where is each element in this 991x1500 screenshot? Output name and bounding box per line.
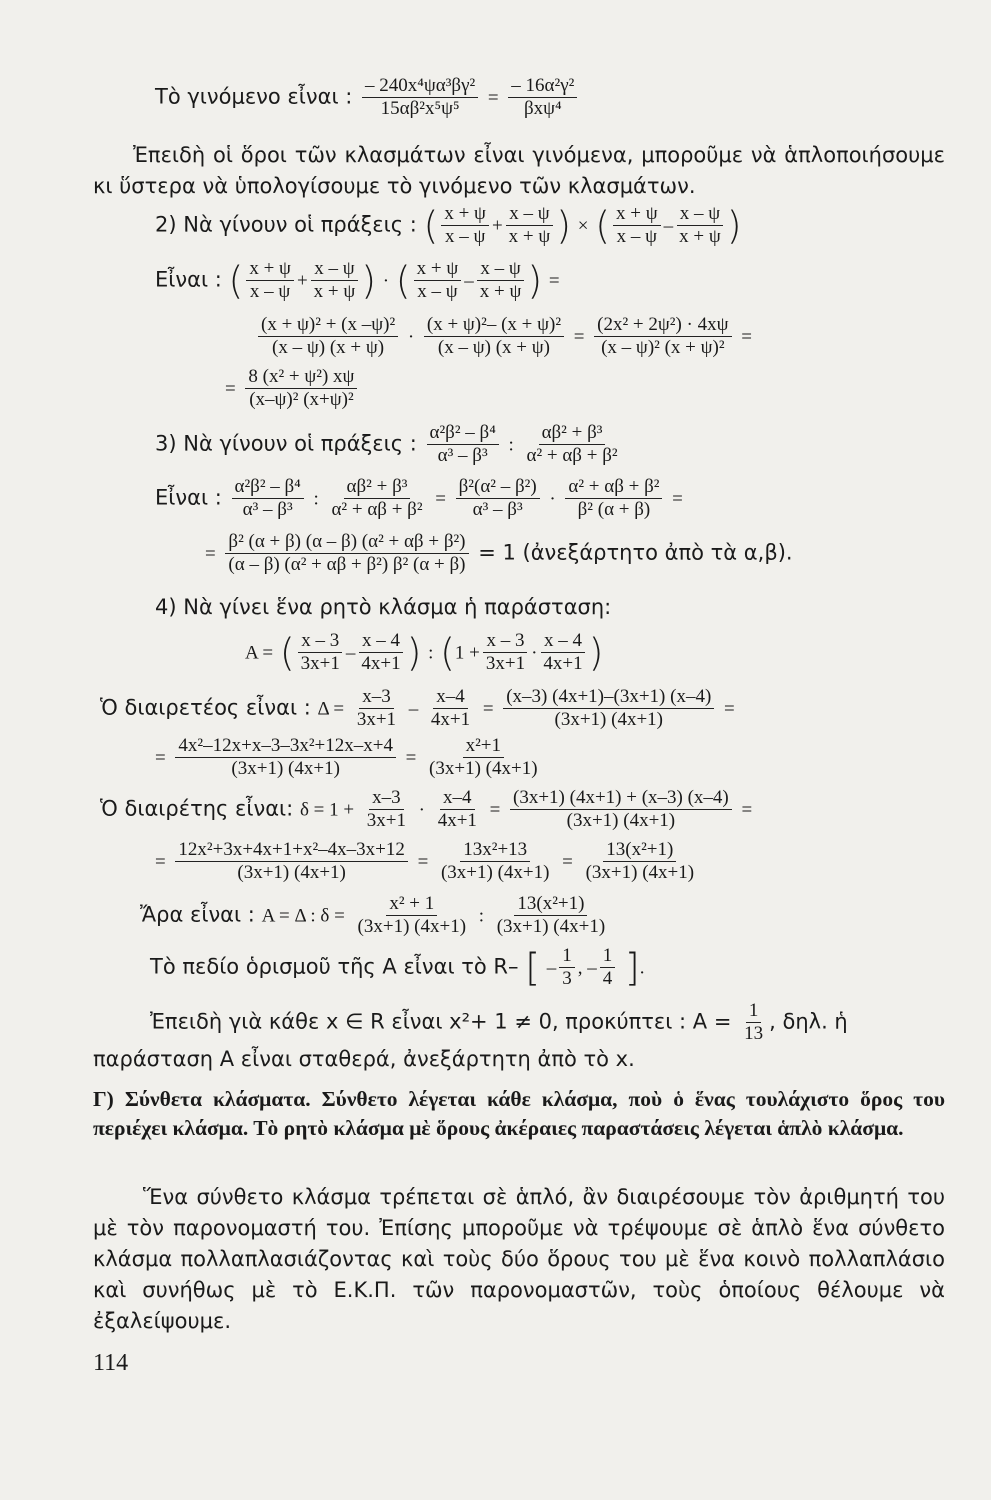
- dividend-line: Ὁ διαιρετέος εἶναι : Δ = $\frac{x-3}{3x+1}$ – $\frac{x-4}{4x+1}$ = $\frac{(x-3) (4x+1)-(3x+1) (x-4)}{(3x+1) (4x+1)}$ =: [100, 686, 735, 730]
- conclusion-line-2: παράσταση A εἶναι σταθερά, ἀνεξάρτητη ἀπὸ τὸ x.: [93, 1047, 635, 1071]
- q2-result: = $\frac{\text{8 (x² + ψ²) xψ}}{\text{(x–ψ)² (x+ψ)²}}$: [225, 366, 360, 411]
- question-2: 2) Νὰ γίνουν οἱ πράξεις : ( $\frac{x + \psi}{x - \psi}$ + $\frac{x - \psi}{x + \psi}$ ) × ( $\frac{x + \psi}{x - \psi}$ – $\frac{x - \psi}{x + \psi}$ ): [155, 203, 742, 248]
- question-4: 4) Νὰ γίνει ἕνα ρητὸ κλάσμα ἡ παράσταση:: [155, 595, 612, 619]
- conclusion-line: Ἐπειδὴ γιὰ κάθε x ∈ R εἶναι x²+ 1 ≠ 0, προκύπτει : A = $\frac{1}{13}$ , δηλ. ἡ: [150, 1000, 848, 1044]
- therefore-line: Ἄρα εἶναι : A = Δ : δ = $\frac{\text{x² + 1}}{(3x+1) (4x+1)}$ : $\frac{\text{13(x²+1)}}{(3x+1) (4x+1)}$: [140, 893, 606, 937]
- q2-step-1: Εἶναι : ( $\frac{x + \psi}{x - \psi}$ + $\frac{x - \psi}{x + \psi}$ ) · ( $\frac{x + \psi}{x - \psi}$ – $\frac{x - \psi}{x + \psi}$ ) =: [155, 258, 560, 303]
- q4-expression: A = ( $\frac{x - 3}{3x+1}$ – $\frac{x - 4}{4x+1}$ ) : (1 + $\frac{x - 3}{3x+1}$ · $\frac{x - 4}{4x+1}$ ): [245, 630, 604, 675]
- question-3: 3) Νὰ γίνουν οἱ πράξεις : $\frac{\text{α²β² – β⁴}}{\text{α³ – β³}}$ : $\frac{\text{αβ² + β³}}{\text{α² + αβ + β²}}$: [155, 422, 618, 466]
- q3-result: = $\frac{\text{β² (α + β) (α – β) (α² + αβ + β²)}}{\text{(α – β) (α² + αβ + β²) β² (α + β)}}$ = 1 (ἀνεξάρτητο ἀπὸ τὰ α,β).: [205, 531, 793, 575]
- fraction: $\frac{\text{– 240x⁴ψα³βγ²}}{\text{15αβ²x⁵ψ⁵}}$: [362, 75, 478, 120]
- q3-step-1: Εἶναι : $\frac{\text{α²β² – β⁴}}{\text{α³ – β³}}$ : $\frac{\text{αβ² + β³}}{\text{α² + αβ + β²}}$ = $\frac{\text{β²(α² – β²)}}{\text{α³ – β³}}$ · $\frac{\text{α² + αβ + β²}}{\text{β² (α + β)}}$ =: [155, 476, 683, 520]
- product-line: Τὸ γινόμενο εἶναι : $\frac{\text{– 240x⁴ψα³βγ²}}{\text{15αβ²x⁵ψ⁵}}$ = – 16α²γ² βxψ⁴: [155, 75, 580, 120]
- page-number: 114: [93, 1350, 129, 1376]
- paragraph-simplify: Ἐπειδὴ οἱ ὅροι τῶν κλασμάτων εἶναι γινόμενα, μποροῦμε νὰ ἁπλοποιήσουμε κι ὕστερα νὰ ὑπολογίσουμε τὸ γινόμενο τῶν κλασμάτων.: [93, 143, 945, 198]
- divisor-step: = $\frac{\text{12x²+3x+4x+1+x²–4x–3x+12}}{(3x+1) (4x+1)}$ = $\frac{\text{13x²+13}}{(3x+1) (4x+1)}$ = $\frac{\text{13(x²+1)}}{(3x+1) (4x+1)}$: [155, 839, 695, 883]
- fraction: – 16α²γ² βxψ⁴: [508, 75, 577, 120]
- domain-line: Τὸ πεδίο ὁρισμοῦ τῆς A εἶναι τὸ R– [ – $\frac{1}{3}$ , – $\frac{1}{4}$ ].: [150, 945, 645, 990]
- paragraph-compound-fractions: Ἕνα σύνθετο κλάσμα τρέπεται σὲ ἁπλό, ἂν διαιρέσουμε τὸν ἀριθμητή του μὲ τὸν παρονομαστή του. Ἐπίσης μποροῦμε νὰ τρέψουμε σὲ ἁπλὸ ἕνα σύνθετο κλάσμα πολλαπλασιάζοντας καὶ τοὺς δύο ὅρους του μὲ ἕνα κοινὸ πολλαπλάσιο καὶ συνήθως μὲ τὸ Ε.Κ.Π. τῶν παρονομαστῶν, τοὺς ὁποίους θέλουμε νὰ ἐξαλείψουμε.: [93, 1185, 945, 1333]
- dividend-step: = $\frac{\text{4x²–12x+x–3–3x²+12x–x+4}}{(3x+1) (4x+1)}$ = $\frac{\text{x²+1}}{(3x+1) (4x+1)}$: [155, 735, 538, 779]
- q2-step-2: $\frac{\text{(x + ψ)² + (x –ψ)²}}{(x - \psi) (x + \psi)}$ · $\frac{\text{(x + ψ)²– (x + ψ)²}}{(x - \psi) (x + \psi)}$ = $\frac{\text{(2x² + 2ψ²) · 4xψ}}{\text{(x – ψ)² (x + ψ)²}}$ =: [255, 314, 752, 359]
- section-heading-compound-fractions: Γ) Σύνθετα κλάσματα. Σύνθετο λέγεται κάθε κλάσμα, ποὺ ὁ ἕνας τουλάχιστο ὅρος του περιέχει κλάσμα. Τὸ ρητὸ κλάσμα μὲ ὅρους ἀκέραιες παραστάσεις λέγεται ἁπλὸ κλάσμα.: [93, 1087, 945, 1140]
- divisor-line: Ὁ διαιρέτης εἶναι: δ = 1 + $\frac{x-3}{3x+1}$ · $\frac{x-4}{4x+1}$ = $\frac{(3x+1) (4x+1) + (x-3) (x-4)}{(3x+1) (4x+1)}$ =: [100, 787, 753, 831]
